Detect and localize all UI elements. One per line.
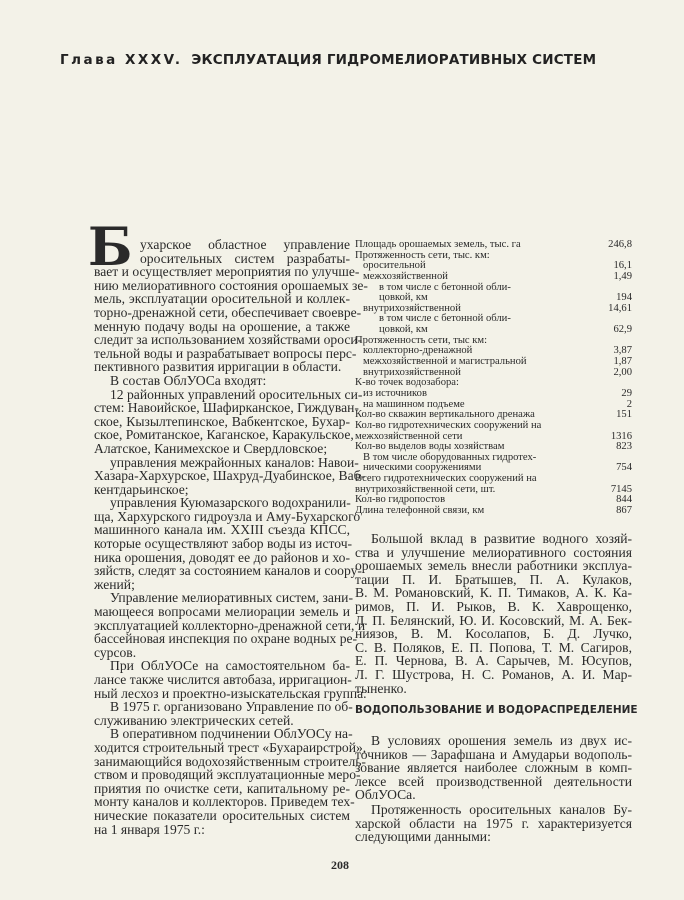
paragraph [94,590,366,660]
text-line: мель, эксплуатации оросительной и коллек- [94,291,350,307]
row-label: Протяженность сети, тыс км: [355,334,488,346]
paragraph [94,374,350,388]
row-label: Площадь орошаемых земель, тыс. га [355,239,521,250]
row-label: цовкой, км [379,324,428,336]
text-line: сурсов. [94,644,137,660]
text-line: пективного развития ирригации в области. [94,359,342,375]
row-label: межхозяйственной [363,270,448,282]
text-line: ходится строительный трест «Бухараирстрой», [94,739,367,755]
row-label: межхозяйственной сети [355,430,463,442]
row-value: 7145 [610,483,632,495]
text-line: Хазара-Хархурское, Шахруд-Дуабинское, Ваб- [94,468,366,484]
text-line: нические показатели оросительных систем [94,807,350,823]
section-text [355,734,632,844]
table-row [355,506,632,517]
row-label: внутрихозяйственной [363,302,461,314]
row-value: 1,49 [613,270,632,282]
text-line: Протяженность оросительных каналов Бу- [371,801,632,817]
table-row [355,389,632,400]
contributors-paragraph [355,532,632,695]
text-line: управления межрайонных каналов: Навои- [110,454,359,470]
text-line: лексе всей производственной деятельности [355,773,632,789]
row-label: из источников [363,387,427,399]
text-line: следит за использованием хозяйствами ороси- [94,332,363,348]
text-line: 12 районных управлений оросительных си- [110,386,363,402]
table-row [355,421,632,432]
text-line: С. В. Поляков, Е. П. Попова, Т. М. Сагиров, [355,639,632,655]
text-line: ща, Хархурского гидроузла и Аму-Бухарского [94,508,361,524]
row-label: Всего гидротехнических сооружений на [355,473,537,485]
row-label: внутрихозяйственной сети, шт. [355,483,496,495]
paragraph [94,454,366,497]
row-value: 29 [621,387,632,399]
text-line: тыненко. [355,680,407,696]
text-line: ный лесхоз и проектно-изыскательская группа. [94,685,367,701]
row-label: цовкой, км [379,292,428,304]
row-value: 2 [626,398,632,410]
row-value: 823 [616,441,632,453]
row-label: внутрихозяйственной [363,366,461,378]
left-column [88,217,368,837]
paragraph [94,726,367,837]
row-label: Кол-во скважин вертикального дренажа [355,409,535,421]
text-line: В 1975 г. организовано Управление по об- [110,699,353,715]
text-line: оросительных систем разрабаты- [140,250,350,266]
row-label: Кол-во выделов воды хозяйствам [355,441,505,453]
text-line: торно-дренажной сети, обеспечивает своевре- [94,304,362,320]
text-line: Л. Г. Шустрова, Н. С. Романов, А. И. Мар- [355,666,632,682]
table-row [355,272,632,283]
text-line: Е. П. Чернова, В. А. Сарычев, М. Юсупов, [355,653,632,669]
text-line: которые осуществляют забор воды из источ- [94,536,353,552]
row-value: 844 [616,494,632,506]
row-value: 1,87 [613,356,632,368]
row-label: в том числе с бетонной обли- [379,313,511,325]
chapter-number: Глава XXXV. [60,52,183,68]
paragraph [94,386,363,456]
row-value: 16,1 [613,260,632,272]
row-value: 754 [616,462,632,474]
text-line: жений; [94,576,135,592]
text-line: ства и улучшение мелиоративного состояния [355,544,632,560]
text-line: нию мелиоративного состояния орошаемых зе- [94,277,368,293]
text-line: ухарское областное управление [140,237,350,252]
paragraph [355,803,632,844]
indicators-table [355,240,632,517]
text-line: ством и проводящий эксплуатационные меро- [94,767,361,783]
text-line: Алатское, Канимехское и Свердловское; [94,440,328,456]
text-line: кентдарьинское; [94,481,189,497]
text-line: Л. П. Белянский, Ю. И. Косовский, М. А. Бек- [355,612,632,628]
row-label: в том числе с бетонной обли- [379,281,511,293]
row-label: Длина телефонной связи, км [355,505,485,517]
chapter-title: ЭКСПЛУАТАЦИЯ ГИДРОМЕЛИОРАТИВНЫХ СИСТЕМ [191,52,597,68]
row-label: Кол-во гидропостов [355,494,446,506]
row-label: К-во точек водозабора: [355,377,459,389]
text-line: харской области на 1975 г. характеризуется [355,815,632,831]
row-label: Протяженность сети, тыс. км: [355,249,490,261]
text-line: В оперативном подчинении ОблУОСу на- [110,726,353,742]
text-line: монту каналов и коллекторов. Приведем тех- [94,794,355,810]
text-line: мающееся вопросами мелиорации земель и [94,604,350,620]
section-heading: ВОДОПОЛЬЗОВАНИЕ И ВОДОРАСПРЕДЕЛЕНИЕ [355,704,638,716]
text-line: лансе также числится автобаза, ирригацион- [94,672,352,687]
text-line: ника орошения, доводят ее до районов и хо- [94,549,350,565]
paragraph [94,699,353,728]
page-number: 208 [331,858,349,872]
row-value: 1316 [610,430,632,442]
text-line: тельной воды и разрабатывает вопросы перс- [94,345,357,361]
text-line: зование является наиболее сложным в комп- [355,760,632,776]
row-value: 151 [616,409,632,421]
text-line: зяйств, следят за состоянием каналов и соору- [94,563,362,579]
text-line: Управление мелиоративных систем, зани- [110,590,353,606]
row-label: Кол-во гидротехнических сооружений на [355,419,542,431]
row-label: оросительной [363,260,426,272]
row-label: межхозяйственной и магистральной [363,356,527,368]
row-value: 3,87 [613,345,632,357]
text-line: В. М. Романовский, К. П. Тимаков, А. К. Ка- [355,585,632,601]
row-label: коллекторно-дренажной [363,345,473,357]
text-line: бассейновая инспекция по охране водных ре- [94,631,358,647]
row-label: на машинном подъеме [363,398,465,410]
text-line: В условиях орошения земель из двух ис- [371,733,632,748]
text-line: При ОблУОСе на самостоятельном ба- [110,658,350,674]
text-line: В состав ОблУОСа входят: [110,372,267,388]
row-value: 62,9 [613,324,632,336]
text-line: ОблУОСа. [355,787,416,803]
text-line: тации П. И. Братышев, П. А. Кулаков, [355,571,632,587]
text-line: точников — Зарафшана и Амударьи водополь- [355,746,632,762]
text-line: вает и осуществляет мероприятия по улучше- [94,264,360,280]
text-line: служиванию электрических сетей. [94,712,294,728]
text-line: стем: Навоийское, Шафирканское, Гиждуван- [94,400,359,416]
row-value: 14,61 [608,302,632,314]
text-line: ское, Ромитанское, Каганское, Каракульское, [94,427,354,443]
text-line: приятия по очистке сети, капитальному ре- [94,780,350,796]
drop-cap: Б [88,217,133,278]
text-line: Большой вклад в развитие водного хозяй- [371,531,632,546]
text-line: управления Куюмазарского водохранили- [110,495,351,511]
text-line: занимающийся водохозяйственным строитель- [94,753,366,769]
paragraph [94,495,362,592]
row-label: ническими сооружениями [363,462,482,474]
text-line: ниязов, В. М. Косолапов, Б. Д. Лучко, [355,626,632,642]
text-line: римов, П. И. Рыков, В. К. Хаврощенко, [355,598,632,614]
text-line: менную подачу воды на орошение, а также [94,318,350,334]
row-label: В том числе оборудованных гидротех- [363,451,537,463]
text-line: ское, Кызылтепинское, Вабкентское, Бухар- [94,413,350,429]
row-value: 867 [616,505,632,517]
text-line: на 1 января 1975 г.: [94,821,205,837]
row-value: 246,8 [608,239,632,250]
paragraph [355,734,632,802]
row-value: 194 [616,292,632,304]
row-value: 2,00 [613,366,632,378]
paragraph [94,658,367,701]
text-line: эксплуатацией коллекторно-дренажной сети, и [94,617,366,633]
text-line: машинного канала им. XXIII съезда КПСС, [94,522,350,538]
text-line: орошаемых земель внесли работники эксплуа- [355,558,632,574]
text-line: следующими данными: [355,829,491,845]
chapter-heading [60,52,596,68]
